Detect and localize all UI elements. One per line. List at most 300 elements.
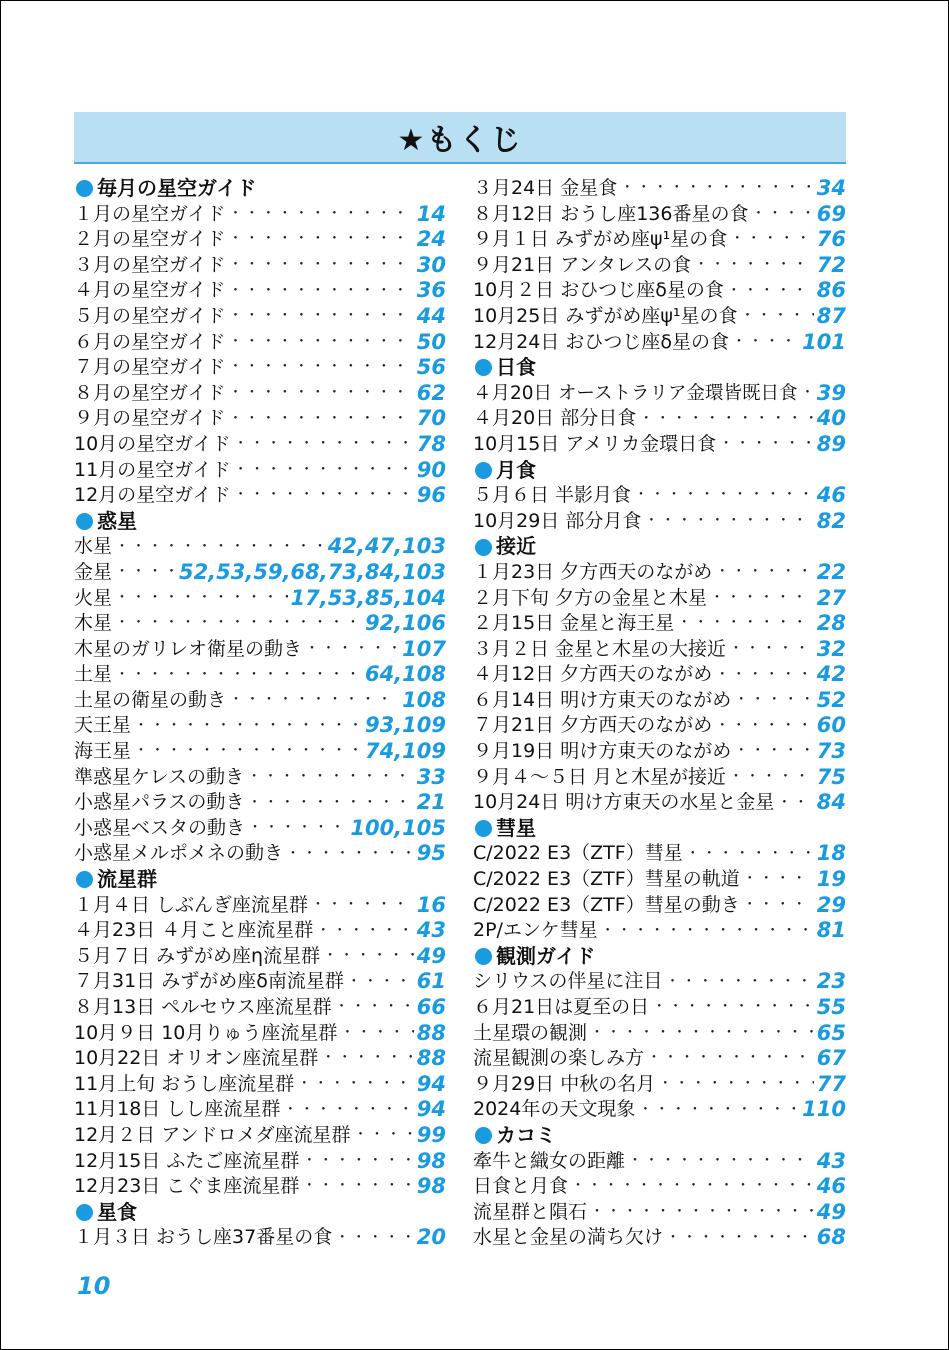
toc-entry-pages: 33 — [416, 764, 446, 789]
toc-entry[interactable] — [74, 790, 446, 816]
dot-leader — [228, 279, 413, 304]
bullet-dot-icon — [76, 871, 93, 888]
toc-entry[interactable] — [473, 406, 846, 432]
section-heading-text: 惑星 — [97, 508, 137, 533]
toc-entry-label: C/2022 E3（ZTF）彗星の軌道 — [473, 868, 740, 891]
toc-entry-pages: 44 — [416, 303, 446, 328]
toc-entry[interactable] — [473, 765, 846, 791]
toc-entry-label: 天王星 — [74, 714, 132, 737]
toc-entry-label: 木星 — [74, 612, 113, 635]
toc-entry[interactable] — [74, 304, 446, 330]
dot-leader — [321, 1046, 414, 1071]
dot-leader — [734, 739, 814, 764]
bullet-dot-icon — [475, 820, 492, 837]
dot-leader — [229, 688, 399, 713]
toc-entry[interactable] — [74, 432, 446, 458]
toc-entry-label: シリウスの伴星に注目 — [473, 970, 663, 993]
toc-entry-label: ６月14日 明け方東天のながめ — [473, 688, 732, 711]
toc-entry[interactable] — [74, 1225, 446, 1251]
dot-leader — [571, 1174, 814, 1199]
section-heading-text: 彗星 — [496, 815, 536, 840]
toc-entry-pages: 64,108 — [364, 662, 446, 687]
toc-entry-pages: 61 — [416, 969, 446, 994]
dot-leader — [134, 739, 362, 764]
toc-entry[interactable] — [74, 816, 446, 842]
toc-entry[interactable] — [473, 432, 846, 458]
section-heading — [473, 944, 846, 970]
toc-entry[interactable] — [74, 560, 446, 586]
toc-entry-pages: 95 — [416, 841, 446, 866]
bullet-dot-icon — [475, 948, 492, 965]
dot-leader — [638, 1098, 799, 1123]
toc-entry-label: ４月20日 オーストラリア金環皆既日食 — [473, 382, 798, 404]
dot-leader — [729, 637, 814, 662]
toc-entry-label: 11月の星空ガイド — [74, 458, 231, 481]
toc-entry-label: ９月の星空ガイド — [74, 407, 226, 430]
toc-entry[interactable] — [473, 995, 846, 1021]
page-number: 10 — [77, 1272, 111, 1300]
toc-entry-label: 海王星 — [74, 740, 132, 763]
dot-leader — [247, 791, 413, 816]
toc-entry-label: 水星と金星の満ち欠け — [473, 1226, 664, 1249]
dot-leader — [228, 407, 413, 432]
toc-entry-label: ８月12日 おうし座136番星の食 — [473, 202, 749, 225]
toc-entry-pages: 76 — [816, 227, 846, 252]
toc-entry[interactable] — [473, 1097, 846, 1123]
dot-leader — [340, 1021, 413, 1046]
toc-entry[interactable] — [74, 278, 446, 304]
toc-entry[interactable] — [74, 534, 446, 560]
toc-entry-pages: 39 — [816, 380, 846, 405]
dot-leader — [134, 714, 362, 739]
toc-entry-pages: 101 — [802, 329, 846, 354]
toc-entry[interactable] — [473, 586, 846, 612]
dot-leader — [234, 458, 414, 483]
toc-entry-pages: 21 — [416, 790, 446, 815]
toc-entry[interactable] — [74, 458, 446, 484]
toc-entry[interactable] — [74, 969, 446, 995]
toc-entry-pages: 40 — [816, 406, 846, 431]
toc-entry-label: 10月24日 明け方東天の水星と金星 — [473, 791, 775, 814]
toc-entry-label: 日食と月食 — [473, 1175, 569, 1198]
toc-entry-label: 10月15日 アメリカ金環日食 — [473, 432, 717, 455]
toc-entry[interactable] — [473, 1046, 846, 1072]
toc-entry-label: 2024年の天文現象 — [473, 1098, 636, 1121]
toc-entry-pages: 42 — [816, 662, 846, 687]
toc-left-column — [74, 176, 446, 1251]
toc-entry-label: 土星環の観測 — [473, 1021, 588, 1044]
dot-leader — [228, 381, 413, 406]
toc-entry-pages: 90 — [416, 457, 446, 482]
section-heading-text: 毎月の星空ガイド — [97, 176, 257, 200]
toc-entry-pages: 72 — [816, 252, 846, 277]
toc-entry-pages: 89 — [816, 431, 846, 456]
toc-entry-pages: 96 — [416, 483, 446, 508]
toc-entry-label: 11月上旬 おうし座流星群 — [74, 1072, 295, 1095]
dot-leader — [719, 432, 814, 457]
section-heading — [74, 1200, 446, 1226]
dot-leader — [286, 842, 414, 867]
toc-entry[interactable] — [74, 995, 446, 1021]
toc-entry-pages: 93,109 — [364, 713, 446, 738]
toc-entry-pages: 46 — [816, 483, 846, 508]
dot-leader — [601, 919, 814, 944]
toc-entry[interactable] — [473, 227, 846, 253]
dot-leader — [732, 330, 799, 355]
toc-entry[interactable] — [473, 790, 846, 816]
dot-leader — [666, 1226, 814, 1251]
toc-entry-pages: 100,105 — [350, 815, 446, 840]
toc-entry-label: 12月24日 おひつじ座δ星の食 — [473, 330, 730, 353]
toc-entry[interactable] — [74, 483, 446, 509]
toc-entry[interactable] — [74, 1097, 446, 1123]
dot-leader — [751, 202, 813, 227]
toc-entry-pages: 49 — [416, 943, 446, 968]
toc-entry[interactable] — [74, 841, 446, 867]
toc-entry[interactable] — [473, 176, 846, 202]
dot-leader — [715, 714, 814, 739]
toc-entry-label: ９月21日 アンタレスの食 — [473, 253, 692, 276]
toc-entry-label: ８月13日 ペルセウス座流星群 — [74, 996, 332, 1018]
toc-entry-label: C/2022 E3（ZTF）彗星 — [473, 842, 683, 865]
dot-leader — [743, 893, 814, 918]
dot-leader — [694, 253, 814, 278]
toc-entry-pages: 75 — [816, 764, 846, 789]
toc-entry[interactable] — [74, 662, 446, 688]
toc-entry-pages: 18 — [816, 841, 846, 866]
toc-entry-label: 小惑星ベスタの動き — [74, 816, 246, 839]
toc-entry[interactable] — [473, 1200, 846, 1226]
dot-leader — [335, 995, 414, 1020]
toc-entry[interactable] — [473, 278, 846, 304]
toc-entry-pages: 82 — [816, 508, 846, 533]
toc-entry-pages: 84 — [816, 790, 846, 815]
toc-entry[interactable] — [74, 1021, 446, 1047]
toc-entry[interactable] — [74, 893, 446, 919]
toc-entry-label: 準惑星ケレスの動き — [74, 765, 245, 788]
section-heading-text: 月食 — [496, 457, 536, 482]
toc-entry-pages: 36 — [416, 278, 446, 303]
dot-leader — [741, 304, 814, 329]
toc-entry[interactable] — [473, 893, 846, 919]
dot-leader — [302, 1149, 413, 1174]
toc-entry[interactable] — [74, 944, 446, 970]
bullet-dot-icon — [76, 513, 93, 530]
dot-leader — [115, 611, 362, 636]
toc-entry-pages: 55 — [816, 995, 846, 1019]
dot-leader — [115, 586, 288, 611]
toc-entry[interactable] — [473, 202, 846, 228]
toc-entry-label: １月23日 夕方西天のながめ — [473, 560, 713, 583]
toc-entry[interactable] — [473, 637, 846, 663]
bullet-dot-icon — [475, 1127, 492, 1144]
section-heading — [74, 867, 446, 893]
toc-entry-pages: 108 — [402, 687, 446, 712]
toc-entry-pages: 94 — [416, 1097, 446, 1122]
toc-entry[interactable] — [473, 841, 846, 867]
toc-entry[interactable] — [473, 330, 846, 356]
dot-leader — [234, 483, 414, 508]
toc-entry-label: ９月４～５日 月と木星が接近 — [473, 765, 727, 788]
dot-leader — [734, 688, 814, 713]
toc-entry-pages: 50 — [416, 329, 446, 354]
dot-leader — [305, 637, 399, 662]
toc-entry-label: ６月の星空ガイド — [74, 330, 226, 353]
toc-entry[interactable] — [473, 713, 846, 739]
toc-entry[interactable] — [74, 713, 446, 739]
toc-entry-label: ７月の星空ガイド — [74, 356, 226, 379]
toc-entry-pages: 65 — [816, 1020, 846, 1045]
toc-entry-pages: 88 — [416, 1020, 446, 1045]
dot-leader — [727, 279, 814, 304]
dot-leader — [228, 355, 413, 380]
toc-entry[interactable] — [74, 1123, 446, 1149]
bullet-dot-icon — [475, 462, 492, 479]
toc-entry[interactable] — [473, 918, 846, 944]
toc-entry-label: ２月の星空ガイド — [74, 228, 226, 251]
bullet-dot-icon — [475, 539, 492, 556]
dot-leader — [647, 1046, 814, 1071]
toc-entry-pages: 52,53,59,68,73,84,103 — [178, 559, 446, 584]
toc-entry-label: ９月29日 中秋の名月 — [473, 1072, 656, 1095]
toc-entry-pages: 98 — [416, 1148, 446, 1173]
toc-entry-pages: 17,53,85,104 — [290, 585, 446, 610]
toc-entry-label: ９月19日 明け方東天のながめ — [473, 740, 732, 763]
title-text: ★もくじ — [397, 123, 523, 158]
toc-entry-label: 12月23日 こぐま座流星群 — [74, 1175, 300, 1198]
toc-entry-label: ８月の星空ガイド — [74, 381, 226, 404]
dot-leader — [777, 791, 813, 816]
toc-entry[interactable] — [473, 381, 846, 407]
toc-entry[interactable] — [74, 253, 446, 279]
toc-entry-label: 12月の星空ガイド — [74, 484, 231, 507]
toc-entry-pages: 110 — [802, 1097, 846, 1122]
toc-entry-label: 流星観測の楽しみ方 — [473, 1047, 645, 1070]
dot-leader — [644, 509, 813, 534]
dot-leader — [115, 535, 325, 560]
section-heading-text: 日食 — [496, 355, 536, 380]
toc-entry-pages: 68 — [816, 1225, 846, 1250]
toc-entry[interactable] — [74, 381, 446, 407]
toc-entry-label: 12月15日 ふたご座流星群 — [74, 1149, 300, 1172]
toc-entry-label: 10月９日 10月りゅう座流星群 — [74, 1021, 338, 1044]
toc-entry[interactable] — [473, 739, 846, 765]
dot-leader — [801, 381, 814, 406]
dot-leader — [234, 432, 414, 457]
toc-entry-pages: 69 — [816, 201, 846, 226]
toc-entry[interactable] — [74, 611, 446, 637]
toc-entry-label: 火星 — [74, 586, 113, 609]
toc-entry[interactable] — [473, 1225, 846, 1251]
toc-entry[interactable] — [74, 330, 446, 356]
toc-entry-pages: 28 — [816, 611, 846, 636]
section-heading-text: 星食 — [97, 1199, 137, 1224]
toc-entry[interactable] — [473, 969, 846, 995]
toc-entry-label: 小惑星メルポメネの動き — [74, 842, 284, 865]
toc-entry-pages: 34 — [816, 176, 846, 200]
toc-entry-pages: 88 — [416, 1046, 446, 1071]
dot-leader — [311, 893, 414, 918]
toc-entry-label: ５月６日 半影月食 — [473, 484, 632, 507]
toc-entry-pages: 99 — [416, 1122, 446, 1147]
toc-entry-label: 金星 — [74, 560, 113, 583]
toc-entry-pages: 86 — [816, 278, 846, 303]
toc-entry[interactable] — [74, 765, 446, 791]
toc-entry-label: ５月の星空ガイド — [74, 304, 226, 327]
toc-entry-pages: 14 — [416, 201, 446, 226]
toc-entry-pages: 73 — [816, 739, 846, 764]
toc-entry-label: １月４日 しぶんぎ座流星群 — [74, 893, 309, 916]
dot-leader — [228, 227, 413, 252]
toc-entry-label: 10月２日 おひつじ座δ星の食 — [473, 279, 724, 302]
toc-entry-label: 流星群と隕石 — [473, 1200, 588, 1223]
toc-entry[interactable] — [473, 483, 846, 509]
dot-leader — [620, 176, 814, 201]
toc-entry-label: C/2022 E3（ZTF）彗星の動き — [473, 893, 740, 916]
toc-entry[interactable] — [74, 739, 446, 765]
toc-entry-pages: 19 — [816, 867, 846, 892]
toc-entry[interactable] — [74, 1046, 446, 1072]
toc-entry-pages: 42,47,103 — [327, 534, 446, 559]
dot-leader — [639, 407, 814, 432]
dot-leader — [710, 586, 814, 611]
dot-leader — [323, 944, 414, 969]
toc-entry[interactable] — [74, 1149, 446, 1175]
toc-entry[interactable] — [473, 1149, 846, 1175]
toc-entry[interactable] — [74, 586, 446, 612]
page-title — [74, 112, 846, 164]
toc-entry[interactable] — [473, 560, 846, 586]
section-heading — [473, 355, 846, 381]
toc-entry-label: 木星のガリレオ衛星の動き — [74, 637, 303, 660]
dot-leader — [715, 560, 814, 585]
toc-entry-pages: 56 — [416, 355, 446, 380]
toc-entry-label: ７月31日 みずがめ座δ南流星群 — [74, 970, 344, 993]
toc-entry[interactable] — [74, 202, 446, 228]
toc-entry[interactable] — [74, 637, 446, 663]
toc-entry[interactable] — [473, 662, 846, 688]
toc-entry-pages: 32 — [816, 636, 846, 661]
toc-entry[interactable] — [74, 406, 446, 432]
toc-entry-label: 土星の衛星の動き — [74, 688, 227, 711]
dot-leader — [743, 867, 814, 892]
toc-entry[interactable] — [74, 918, 446, 944]
section-heading — [473, 816, 846, 842]
dot-leader — [228, 304, 413, 329]
toc-entry-pages: 52 — [816, 687, 846, 712]
dot-leader — [335, 1226, 414, 1251]
toc-entry-pages: 30 — [416, 252, 446, 277]
section-heading-text: 接近 — [496, 534, 536, 559]
toc-entry-label: 11月18日 しし座流星群 — [74, 1098, 281, 1121]
toc-entry[interactable] — [473, 304, 846, 330]
toc-entry[interactable] — [473, 867, 846, 893]
toc-entry[interactable] — [473, 688, 846, 714]
dot-leader — [316, 919, 414, 944]
toc-entry-label: ４月12日 夕方西天のながめ — [473, 663, 713, 686]
section-heading-text: 流星群 — [97, 867, 157, 892]
toc-entry-pages: 87 — [816, 303, 846, 328]
dot-leader — [347, 970, 414, 995]
toc-entry-pages: 27 — [816, 585, 846, 610]
toc-entry[interactable] — [74, 1174, 446, 1200]
toc-entry[interactable] — [74, 1072, 446, 1098]
toc-entry[interactable] — [473, 509, 846, 535]
section-heading — [74, 176, 446, 202]
toc-entry[interactable] — [74, 355, 446, 381]
toc-entry-label: １月３日 おうし座37番星の食 — [74, 1226, 333, 1249]
toc-entry-pages: 70 — [416, 406, 446, 431]
toc-entry-pages: 78 — [416, 431, 446, 456]
dot-leader — [590, 1200, 814, 1225]
toc-entry-pages: 29 — [816, 892, 846, 917]
dot-leader — [730, 227, 814, 252]
toc-entry-pages: 46 — [816, 1174, 846, 1199]
toc-entry-pages: 81 — [816, 918, 846, 943]
toc-entry[interactable] — [473, 1174, 846, 1200]
section-heading-text: 観測ガイド — [496, 943, 596, 968]
toc-entry-label: 10月22日 オリオン座流星群 — [74, 1047, 319, 1070]
section-heading — [473, 1123, 846, 1149]
toc-entry-pages: 43 — [416, 918, 446, 943]
dot-leader — [729, 765, 814, 790]
toc-entry-label: 土星 — [74, 663, 113, 686]
toc-entry[interactable] — [473, 253, 846, 279]
dot-leader — [228, 253, 413, 278]
dot-leader — [297, 1072, 414, 1097]
bullet-dot-icon — [475, 359, 492, 376]
toc-entry-label: ４月23日 ４月こと座流星群 — [74, 919, 314, 942]
toc-entry-label: 小惑星パラスの動き — [74, 791, 245, 814]
section-heading — [74, 509, 446, 535]
dot-leader — [247, 765, 414, 790]
toc-entry[interactable] — [473, 611, 846, 637]
section-heading — [473, 458, 846, 484]
toc-entry-label: 10月29日 部分月食 — [473, 509, 642, 532]
toc-entry-label: ７月21日 夕方西天のながめ — [473, 714, 713, 737]
toc-entry-pages: 107 — [402, 636, 446, 661]
dot-leader — [248, 816, 347, 841]
toc-entry-pages: 43 — [816, 1148, 846, 1173]
dot-leader — [302, 1174, 413, 1199]
toc-entry-pages: 94 — [416, 1071, 446, 1096]
dot-leader — [115, 560, 176, 585]
toc-entry[interactable] — [74, 227, 446, 253]
dot-leader — [665, 970, 813, 995]
toc-entry-label: ２月下旬 夕方の金星と木星 — [473, 586, 708, 609]
toc-entry-pages: 98 — [416, 1174, 446, 1199]
toc-entry-label: １月の星空ガイド — [74, 202, 226, 225]
toc-entry-label: ４月の星空ガイド — [74, 279, 226, 302]
toc-entry-label: 牽牛と織女の距離 — [473, 1149, 626, 1172]
toc-entry[interactable] — [74, 688, 446, 714]
toc-entry-pages: 92,106 — [364, 611, 446, 636]
toc-entry-label: 2P/エンケ彗星 — [473, 919, 598, 942]
toc-entry[interactable] — [473, 1072, 846, 1098]
toc-entry-label: 10月25日 みずがめ座ψ¹星の食 — [473, 304, 738, 327]
toc-entry-pages: 74,109 — [364, 739, 446, 764]
toc-entry-label: ３月24日 金星食 — [473, 177, 618, 199]
toc-entry-pages: 62 — [416, 380, 446, 405]
dot-leader — [677, 611, 814, 636]
toc-entry-pages: 66 — [416, 995, 446, 1019]
toc-entry[interactable] — [473, 1021, 846, 1047]
toc-entry-pages: 77 — [816, 1071, 846, 1096]
toc-entry-label: ６月21日は夏至の日 — [473, 996, 650, 1018]
toc-entry-pages: 23 — [816, 969, 846, 994]
toc-entry-label: ２月15日 金星と海王星 — [473, 612, 675, 635]
toc-entry-pages: 16 — [416, 892, 446, 917]
